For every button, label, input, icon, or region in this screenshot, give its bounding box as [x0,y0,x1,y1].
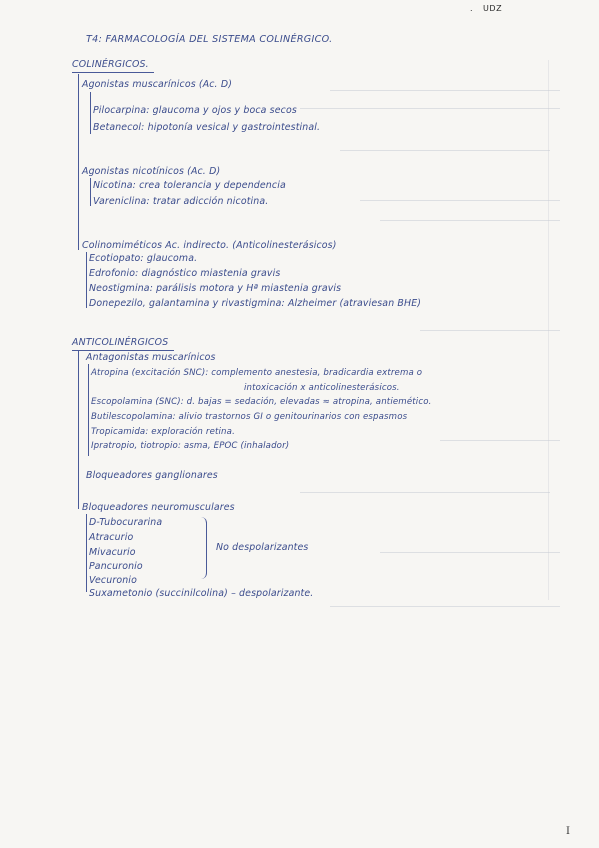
list-item: intoxicación x anticolinesterásicos. [244,383,400,393]
group-note-no-despolarizantes: No despolarizantes [216,542,309,553]
bleed-through-line [360,200,560,201]
list-item: Pilocarpina: glaucoma y ojos y boca secos [93,105,297,116]
page-number: I [566,826,570,837]
page-code-text: UDZ [483,4,503,13]
list-item: Butilescopolamina: alivio trastornos GI o genitourinarios con espasmos [91,412,408,422]
bleed-through-line [380,552,560,553]
bleed-through-line [548,60,549,600]
group-label-antagonistas-muscarinicos: Antagonistas muscarínicos [86,352,216,363]
heading-underline [72,350,174,351]
list-item: Donepezilo, galantamina y rivastigmina: Alzheimer (atraviesan BHE) [89,298,422,309]
section-heading-colinergicos: COLINÉRGICOS. [72,59,149,70]
section-heading-anticolinergicos: ANTICOLINÉRGICOS [72,337,169,348]
list-item: Betanecol: hipotonía vesical y gastrointestinal. [93,122,321,133]
group-label-bloqueadores-ganglionares: Bloqueadores ganglionares [86,470,218,481]
group-bracket [90,178,91,206]
list-item: Nicotina: crea tolerancia y dependencia [93,180,286,191]
bleed-through-line [300,492,550,493]
group-label-bloqueadores-neuromusculares: Bloqueadores neuromusculares [82,502,235,513]
group-bracket [86,252,87,308]
bleed-through-line [300,108,560,109]
page-title: T4: FARMACOLOGÍA DEL SISTEMA COLINÉRGICO. [86,34,333,45]
group-bracket [88,364,89,456]
bleed-through-line [330,90,560,91]
list-item: Pancuronio [89,561,143,572]
list-item: Vareniclina: tratar adicción nicotina. [93,196,269,207]
section-bracket [78,74,79,250]
list-item: Suxametonio (succinilcolina) – despolarizante. [89,588,314,599]
list-item: D-Tubocurarina [89,517,163,528]
group-label-agonistas-nicotinicos: Agonistas nicotínicos (Ac. D) [82,166,221,177]
group-brace [200,517,207,579]
bleed-through-line [340,150,550,151]
bleed-through-line [380,220,560,221]
list-item: Ecotiopato: glaucoma. [89,253,198,264]
list-item: Mivacurio [89,547,136,558]
list-item: Neostigmina: parálisis motora y Hª miastenia gravis [89,283,342,294]
bleed-through-line [330,606,560,607]
list-item: Edrofonio: diagnóstico miastenia gravis [89,268,281,279]
bleed-through-line [440,440,560,441]
list-item: Atropina (excitación SNC): complemento anestesia, bradicardia extrema o [91,368,423,378]
bleed-through-line [420,330,560,331]
page-code: . UDZ [470,4,503,13]
section-bracket [78,351,79,509]
list-item: Atracurio [89,532,134,543]
group-label-agonistas-muscarinicos: Agonistas muscarínicos (Ac. D) [82,79,232,90]
group-bracket [90,92,91,134]
list-item: Escopolamina (SNC): d. bajas = sedación, elevadas ≈ atropina, antiemético. [91,397,432,407]
list-item: Tropicamida: exploración retina. [91,427,235,437]
heading-underline [72,72,154,73]
group-label-colinomimeticos: Colinomiméticos Ac. indirecto. (Anticolinesterásicos) [82,240,337,251]
list-item: Ipratropio, tiotropio: asma, EPOC (inhalador) [91,441,290,451]
group-bracket [86,514,87,592]
list-item: Vecuronio [89,575,137,586]
